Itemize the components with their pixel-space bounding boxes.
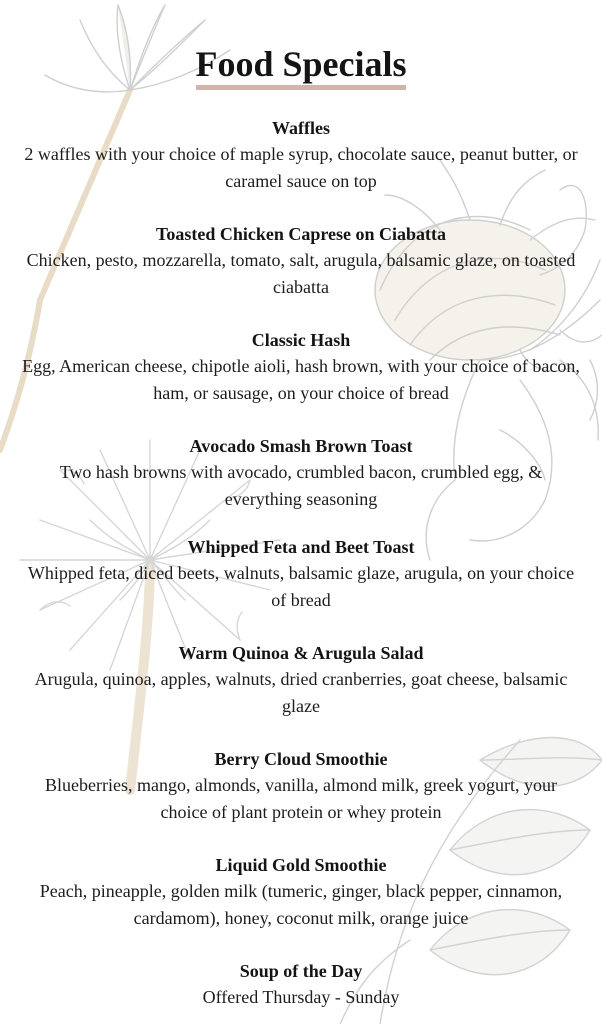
menu-item [20, 640, 582, 720]
menu-item-description: Offered Thursday - Sunday [202, 987, 400, 1007]
menu-item-description: Blueberries, mango, almonds, vanilla, almond milk, greek yogurt, your choice of plant protein or whey protein [45, 775, 557, 822]
menu-item-description: Two hash browns with avocado, crumbled bacon, crumbled egg, & everything seasoning [59, 462, 543, 509]
menu-item-description: Peach, pineapple, golden milk (tumeric, ginger, black pepper, cinnamon, cardamom), honey, coconut milk, orange juice [39, 881, 563, 928]
menu-item-name: Liquid Gold Smoothie [215, 855, 387, 875]
menu-item [20, 327, 582, 407]
menu-item-name: Whipped Feta and Beet Toast [187, 537, 415, 557]
menu-item [20, 958, 582, 1011]
page-title: Food Specials [195, 44, 407, 84]
menu-item [20, 534, 582, 614]
title-underline-divider [196, 85, 406, 90]
menu-item-description: Arugula, quinoa, apples, walnuts, dried cranberries, goat cheese, balsamic glaze [34, 669, 568, 716]
menu-item [20, 746, 582, 826]
menu-item [20, 115, 582, 195]
menu-item [20, 852, 582, 932]
menu-item-description: Chicken, pesto, mozzarella, tomato, salt, arugula, balsamic glaze, on toasted ciabatta [26, 250, 576, 297]
menu-item-name: Avocado Smash Brown Toast [189, 436, 413, 456]
menu-item-name: Berry Cloud Smoothie [214, 749, 388, 769]
menu-item-description: 2 waffles with your choice of maple syrup, chocolate sauce, peanut butter, or caramel sauce on top [24, 144, 578, 191]
menu-item-name: Warm Quinoa & Arugula Salad [178, 643, 424, 663]
menu-item-name: Toasted Chicken Caprese on Ciabatta [155, 224, 447, 244]
menu-item-description: Whipped feta, diced beets, walnuts, balsamic glaze, arugula, on your choice of bread [27, 563, 575, 610]
menu-item-description: Egg, American cheese, chipotle aioli, hash brown, with your choice of bacon, ham, or sausage, on your choice of bread [22, 356, 580, 403]
menu-item [20, 221, 582, 301]
menu-item-name: Classic Hash [251, 330, 351, 350]
menu-item-name: Soup of the Day [239, 961, 363, 981]
menu-item-name: Waffles [272, 118, 330, 138]
menu-item [20, 433, 582, 513]
